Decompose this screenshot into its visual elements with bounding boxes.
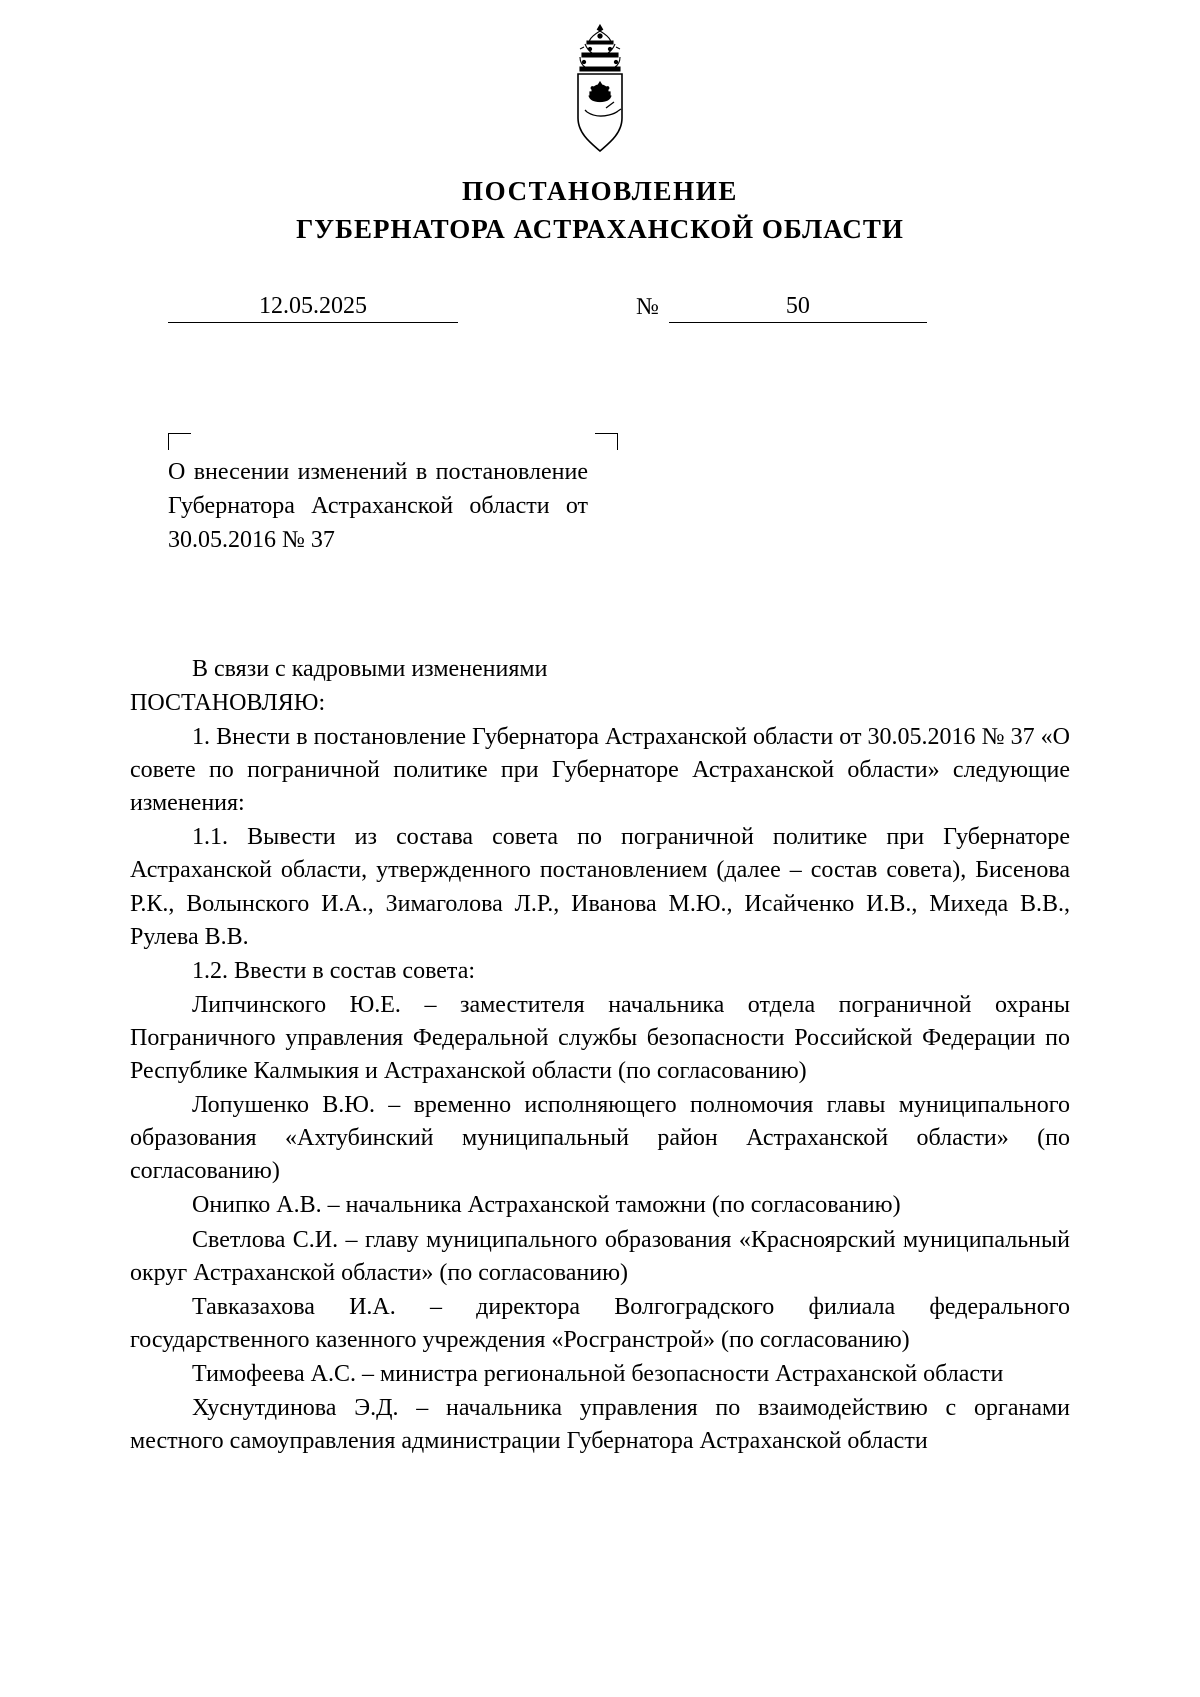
paragraph: 1.2. Ввести в состав совета: xyxy=(192,957,476,984)
paragraph: Тавказахова И.А. – директора Волгоградского филиала федерального государственного казенного учреждения «Росгранстрой» (по согласованию) xyxy=(130,1293,1070,1353)
coat-of-arms-icon xyxy=(554,22,646,157)
paragraph: Онипко А.В. – начальника Астраханской таможни (по согласованию) xyxy=(192,1192,901,1219)
title-line-governor: ГУБЕРНАТОРА АСТРАХАНСКОЙ ОБЛАСТИ xyxy=(296,213,904,244)
paragraph: Светлова С.И. – главу муниципального образования «Красноярский муниципальный округ Астраханской области» (по согласованию) xyxy=(130,1226,1070,1286)
subject-bracket xyxy=(168,433,618,449)
document-date: 12.05.2025 xyxy=(168,293,458,323)
paragraph: ПОСТАНОВЛЯЮ: xyxy=(130,689,326,716)
document-title xyxy=(0,175,1200,247)
paragraph: 1. Внести в постановление Губернатора Астраханской области от 30.05.2016 № 37 «О совете по пограничной политике при Губернаторе Астраханской области» следующие изменения: xyxy=(130,723,1070,817)
subject-text: О внесении изменений в постановление Губернатора Астраханской области от 30.05.2016 № 37 xyxy=(168,458,588,553)
paragraph: В связи с кадровыми изменениями xyxy=(192,655,548,682)
subject-block xyxy=(168,433,618,557)
document-number: 50 xyxy=(669,293,927,323)
number-sign: № xyxy=(636,293,659,320)
title-line-postanovlenie: ПОСТАНОВЛЕНИЕ xyxy=(462,176,738,206)
document-body xyxy=(130,653,1070,1459)
paragraph: 1.1. Вывести из состава совета по пограничной политике при Губернаторе Астраханской области, утвержденного постановлением (далее – состав совета), Бисенова Р.К., Волынского И.А., Зимаголова Л.Р., Иванова М.Ю., Исайченко И.В., Михеда В.В., Рулева В.В. xyxy=(130,824,1070,950)
emblem-container xyxy=(0,0,1200,157)
paragraph: Липчинского Ю.Е. – заместителя начальника отдела пограничной охраны Пограничного управления Федеральной службы безопасности Российской Федерации по Республике Калмыкия и Астраханской области (по согласованию) xyxy=(130,991,1070,1085)
paragraph: Хуснутдинова Э.Д. – начальника управления по взаимодействию с органами местного самоуправления администрации Губернатора Астраханской области xyxy=(130,1395,1070,1455)
paragraph: Тимофеева А.С. – министра региональной безопасности Астраханской области xyxy=(192,1361,1004,1388)
paragraph: Лопушенко В.Ю. – временно исполняющего полномочия главы муниципального образования «Ахтубинский муниципальный район Астраханской области» (по согласованию) xyxy=(130,1092,1070,1185)
document-meta-row xyxy=(0,293,1200,323)
